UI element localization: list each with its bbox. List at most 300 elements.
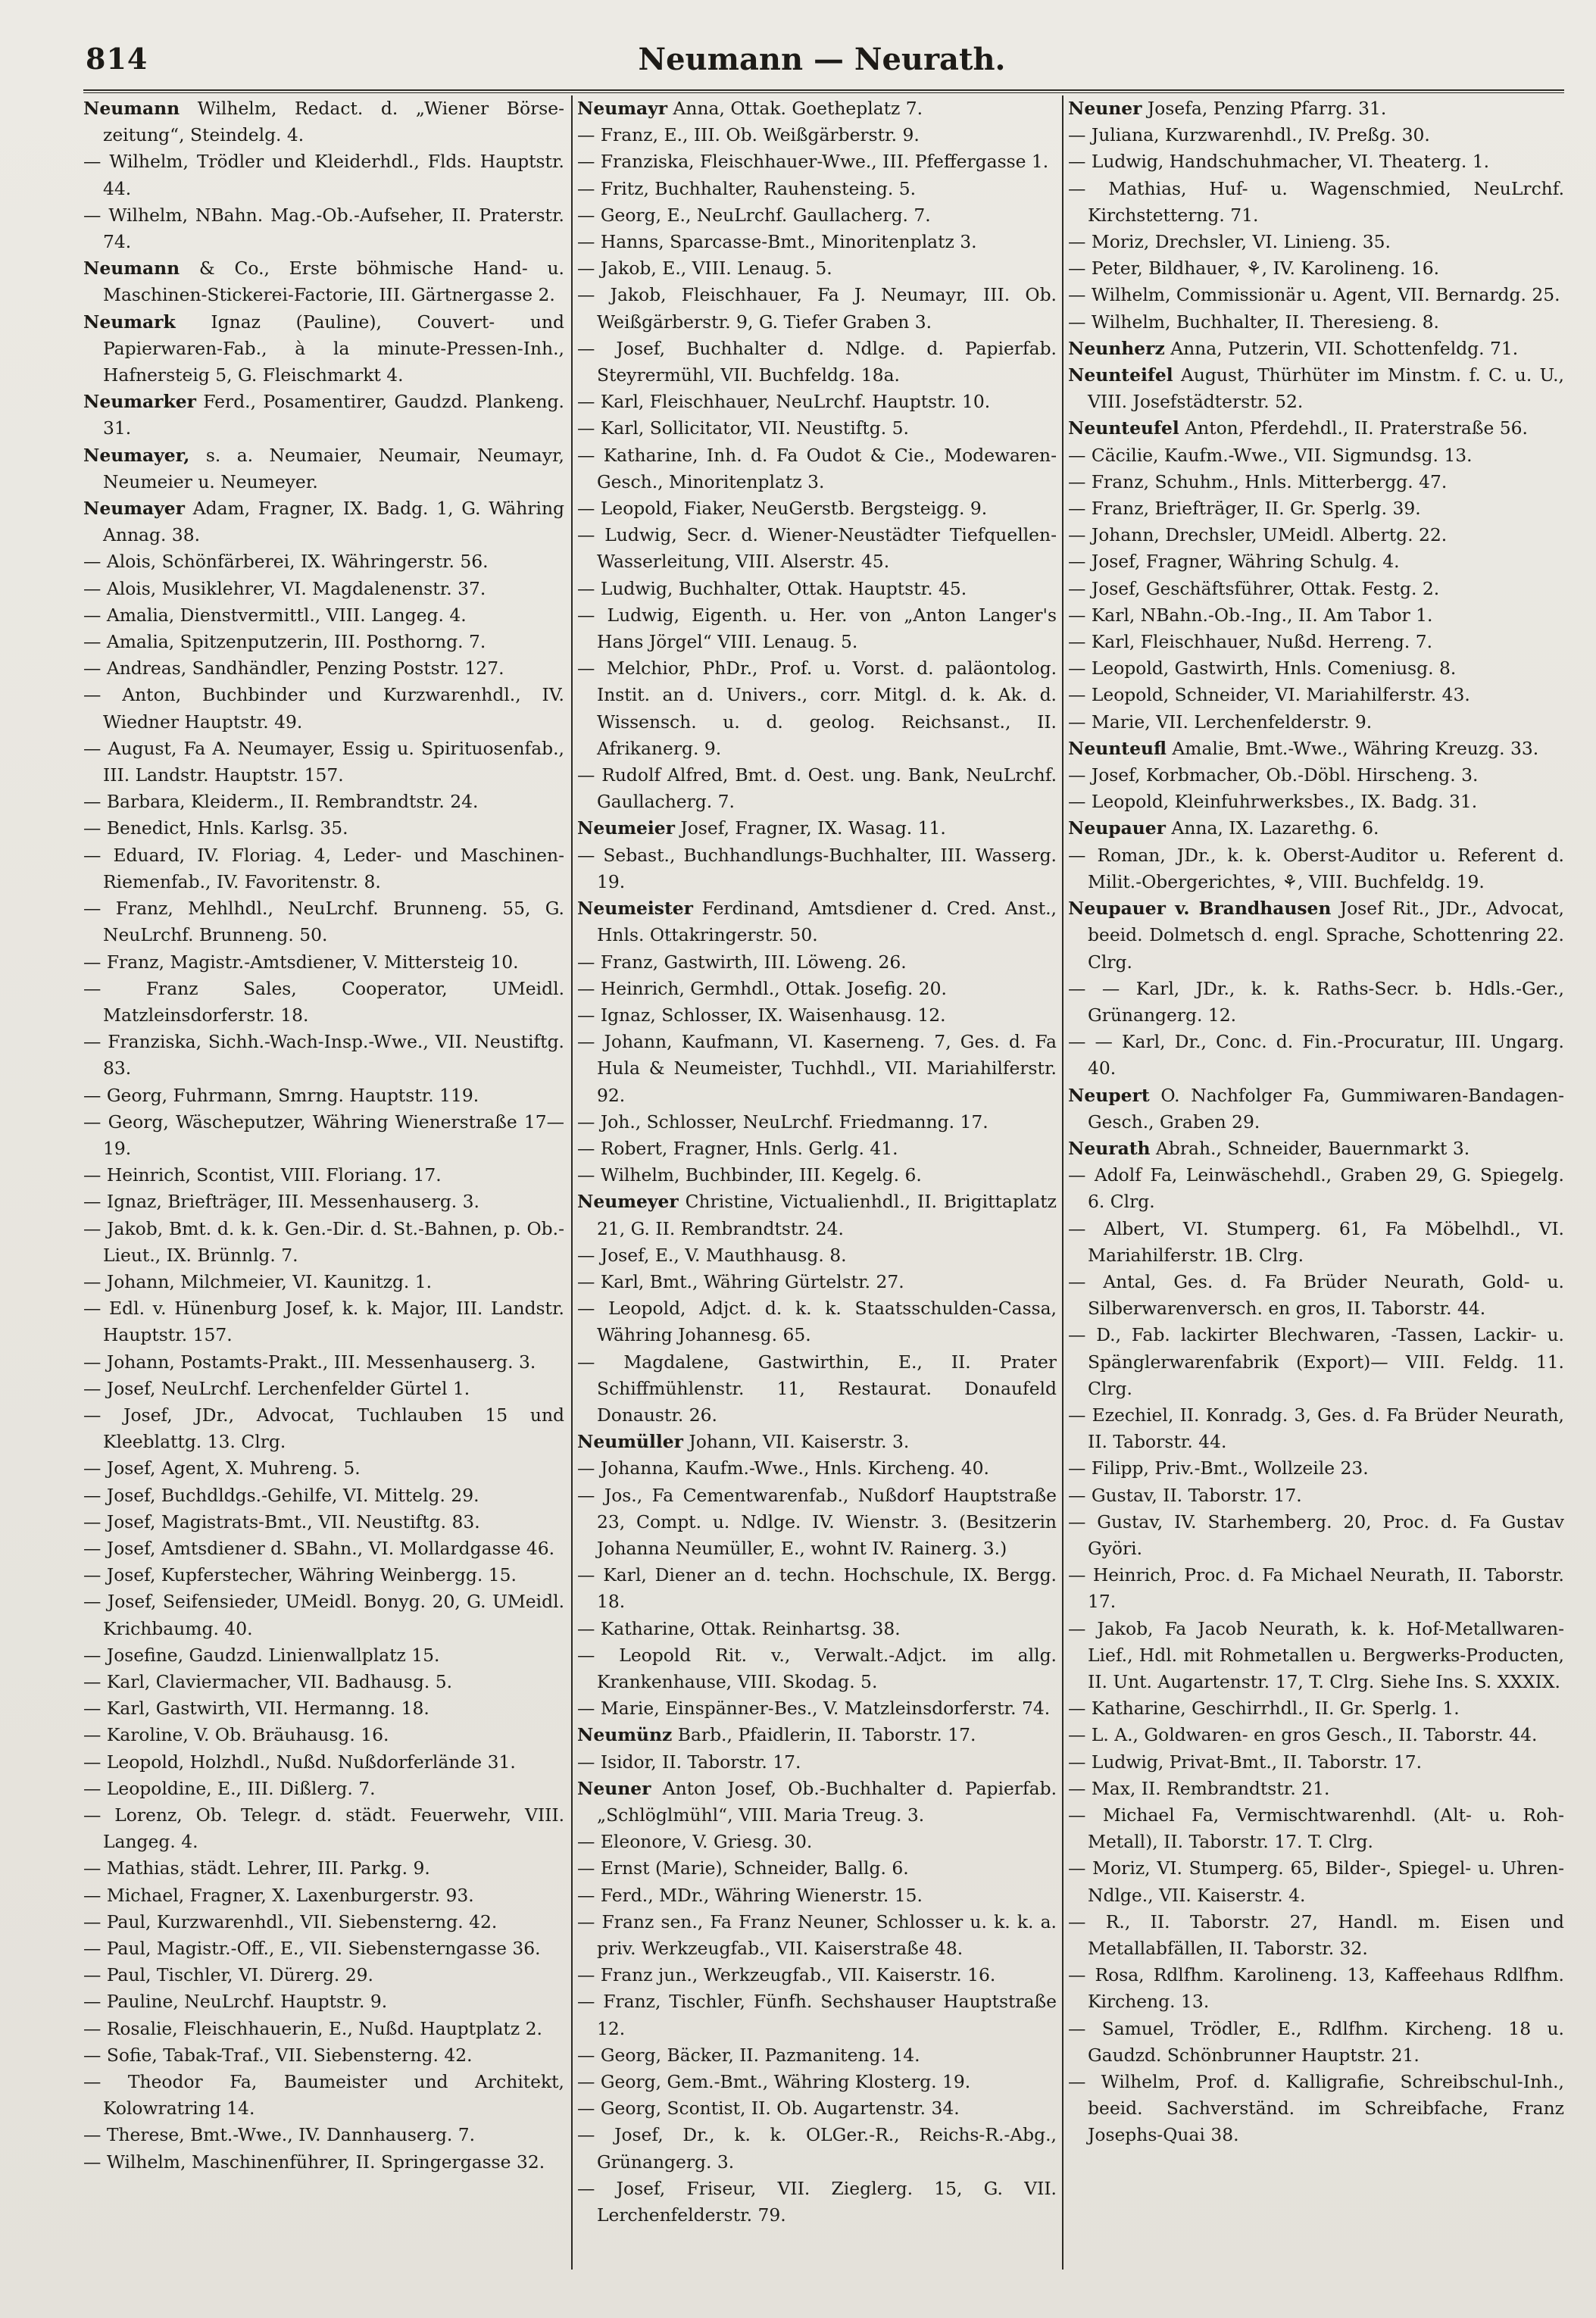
directory-entry (1068, 176, 1564, 229)
entry-text: — Wilhelm, Buchbinder, III. Kegelg. 6. (577, 1164, 922, 1186)
entry-text: — Mathias, Huf- u. Wagenschmied, NeuLrchf. Kirchstetterng. 71. (1068, 177, 1564, 226)
directory-entry (577, 655, 1057, 762)
directory-entry (577, 255, 1057, 282)
entry-text: — Franz, Schuhm., Hnls. Mitterbergg. 47. (1068, 470, 1448, 492)
entry-text: — Marie, VII. Lerchenfelderstr. 9. (1068, 711, 1373, 733)
directory-entry (83, 1455, 564, 1482)
entry-text: — Benedict, Hnls. Karlsg. 35. (83, 817, 348, 839)
directory-entry (577, 1642, 1057, 1695)
entry-text: — Leopold, Gastwirth, Hnls. Comeniusg. 8. (1068, 658, 1457, 679)
entry-text: — Franz sen., Fa Franz Neuner, Schlosser u. k. k. a. priv. Werkzeugfab., VII. Kaiserstraße 48. (577, 1910, 1057, 1960)
entry-text: — Franz, Tischler, Fünfh. Sechshauser Hauptstraße 12. (577, 1991, 1057, 2039)
column-2 (577, 95, 1057, 2270)
directory-entry (577, 1136, 1057, 1162)
directory-entry (1068, 762, 1564, 789)
column-1 (83, 95, 564, 2270)
entry-text: — Heinrich, Scontist, VIII. Floriang. 17. (83, 1164, 442, 1186)
entry-surname: Neumeier (577, 817, 675, 839)
directory-entry (1068, 1269, 1564, 1322)
entry-surname: Neumann (83, 98, 180, 119)
directory-entry (83, 1162, 564, 1189)
entry-text: — Karoline, V. Ob. Bräuhausg. 16. (83, 1724, 389, 1746)
entry-text: — Wilhelm, Commissionär u. Agent, VII. Bernardg. 25. (1068, 284, 1560, 306)
entry-text: — Leopold, Holzhdl., Nußd. Nußdorferlände 31. (83, 1751, 516, 1773)
entry-text: — Amalia, Dienstvermittl., VIII. Langeg. 4. (83, 604, 467, 626)
directory-entry (577, 762, 1057, 815)
entry-text: — Georg, Bäcker, II. Pazmaniteng. 14. (577, 2044, 920, 2066)
entry-surname: Neumeyer (577, 1191, 679, 1213)
directory-entry (1068, 629, 1564, 655)
entry-text: — Sebast., Buchhandlungs-Buchhalter, III. Wasserg. 19. (577, 844, 1057, 892)
entry-text: — Josef, JDr., Advocat, Tuchlauben 15 und Kleeblattg. 13. Clrg. (83, 1404, 564, 1453)
entry-text: — Josef, Buchhalter d. Ndlge. d. Papierfab. Steyrermühl, VII. Buchfeldg. 18a. (577, 337, 1057, 386)
entry-text: Adam, Fragner, IX. Badg. 1, G. Währing Annag. 38. (103, 498, 564, 546)
directory-entry (83, 736, 564, 789)
entry-text: — Karl, Claviermacher, VII. Badhausg. 5. (83, 1670, 453, 1692)
directory-entry (83, 976, 564, 1029)
entry-text: — Katharine, Geschirrhdl., II. Gr. Sperlg. 1. (1068, 1698, 1460, 1720)
directory-entry (83, 1562, 564, 1589)
entry-text: — Josef, Amtsdiener d. SBahn., VI. Mollardgasse 46. (83, 1537, 555, 1559)
entry-text: — Rosa, Rdlfhm. Karolineng. 13, Kaffeehaus Rdlfhm. Kircheng. 13. (1068, 1964, 1564, 2013)
directory-entry (1068, 842, 1564, 895)
entry-text: — Ludwig, Handschuhmacher, VI. Theaterg. 1. (1068, 151, 1490, 173)
entry-surname: Neupert (1068, 1084, 1150, 1106)
entry-text: Ferd., Posamentirer, Gaudzd. Plankeng. 31. (103, 391, 564, 439)
entry-text: — Rudolf Alfred, Bmt. d. Oest. ung. Bank, NeuLrchf. Gaullacherg. 7. (577, 764, 1057, 813)
directory-entry (83, 1935, 564, 1962)
directory-entry (577, 495, 1057, 522)
entry-text: — Rosalie, Fleischhauerin, E., Nußd. Hauptplatz 2. (83, 2017, 542, 2039)
entry-text: — Josef, Friseur, VII. Zieglerg. 15, G. VII. Lerchenfelderstr. 79. (577, 2177, 1057, 2226)
directory-entry (1068, 1482, 1564, 1509)
entry-text: — Jakob, Fleischhauer, Fa J. Neumayr, III. Ob. Weißgärberstr. 9, G. Tiefer Graben 3. (577, 284, 1057, 333)
entry-text: — Karl, Fleischhauer, Nußd. Herreng. 7. (1068, 631, 1433, 653)
entry-text: — Franz Sales, Cooperator, UMeidl. Matzleinsdorferstr. 18. (83, 977, 564, 1026)
entry-surname: Neunherz (1068, 337, 1165, 359)
entry-text: — Georg, E., NeuLrchf. Gaullacherg. 7. (577, 204, 931, 226)
entry-text: — Mathias, städt. Lehrer, III. Parkg. 9. (83, 1857, 430, 1879)
directory-entry (577, 1988, 1057, 2042)
directory-entry (577, 1695, 1057, 1722)
entry-text: Anna, IX. Lazarethg. 6. (1166, 817, 1379, 839)
directory-entry (1068, 522, 1564, 548)
entry-text: — Leopold, Adjct. d. k. k. Staatsschulden-Cassa, Währing Johannesg. 65. (577, 1298, 1057, 1346)
entry-text: — Josef, Geschäftsführer, Ottak. Festg. 2. (1068, 577, 1440, 599)
directory-entry (1068, 1616, 1564, 1696)
directory-entry (83, 442, 564, 495)
column-divider (571, 95, 573, 2270)
directory-entry (1068, 709, 1564, 736)
directory-entry (1068, 576, 1564, 602)
entry-text: — Johann, Drechsler, UMeidl. Albertg. 22. (1068, 524, 1448, 546)
directory-entry (577, 282, 1057, 335)
entry-text: — Fritz, Buchhalter, Rauhensteing. 5. (577, 177, 917, 199)
entry-text: — Josef, E., V. Mauthhausg. 8. (577, 1244, 847, 1266)
directory-entry (577, 1616, 1057, 1642)
entry-text: — Georg, Fuhrmann, Smrng. Hauptstr. 119. (83, 1084, 479, 1106)
entry-surname: Neuner (577, 1777, 651, 1799)
directory-entry (577, 229, 1057, 255)
directory-entry (1068, 655, 1564, 682)
running-title: Neumann — Neurath. (638, 42, 1006, 77)
entry-surname: Neumark (83, 311, 176, 333)
entry-text: — Leopold, Kleinfuhrwerksbes., IX. Badg. 31. (1068, 791, 1478, 813)
entry-text: — Pauline, NeuLrchf. Hauptstr. 9. (83, 1991, 388, 2013)
directory-entry (1068, 1136, 1564, 1162)
entry-text: — Josefine, Gaudzd. Linienwallplatz 15. (83, 1644, 440, 1666)
directory-entry (83, 1909, 564, 1935)
entry-text: — Johann, Postamts-Prakt., III. Messenhauserg. 3. (83, 1351, 536, 1373)
entry-text: — Karl, NBahn.-Ob.-Ing., II. Am Tabor 1. (1068, 604, 1433, 626)
directory-entry (1068, 282, 1564, 308)
entry-text: — Ludwig, Privat-Bmt., II. Taborstr. 17. (1068, 1751, 1423, 1773)
entry-text: — Johann, Kaufmann, VI. Kaserneng. 7, Ges. d. Fa Hula & Neumeister, Tuchhdl., VII. Mariahilferstr. 92. (577, 1031, 1057, 1106)
entry-text: — Heinrich, Proc. d. Fa Michael Neurath, II. Taborstr. 17. (1068, 1564, 1564, 1613)
directory-entry (83, 1269, 564, 1295)
directory-entry (1068, 1455, 1564, 1482)
entry-text: Wilhelm, Redact. d. „Wiener Börse-zeitung“, Steindelg. 4. (103, 98, 564, 146)
directory-entry (83, 95, 564, 148)
entry-text: — L. A., Goldwaren- en gros Gesch., II. Taborstr. 44. (1068, 1724, 1538, 1746)
directory-entry (577, 1882, 1057, 1909)
directory-entry (1068, 1322, 1564, 1402)
entry-text: — Leopold, Fiaker, NeuGerstb. Bergsteigg. 9. (577, 498, 988, 520)
entry-text: — Josef, Fragner, Währing Schulg. 4. (1068, 551, 1400, 573)
entry-text: — Andreas, Sandhändler, Penzing Poststr. 127. (83, 658, 504, 679)
directory-entry (83, 682, 564, 735)
directory-entry (1068, 95, 1564, 122)
entry-text: — Paul, Magistr.-Off., E., VII. Siebensterngasse 36. (83, 1938, 541, 1960)
entry-text: — Sofie, Tabak-Traf., VII. Siebensterng. 42. (83, 2044, 473, 2066)
entry-text: — Josef, Dr., k. k. OLGer.-R., Reichs-R.-Abg., Grünangerg. 3. (577, 2124, 1057, 2173)
directory-entry (1068, 122, 1564, 148)
directory-entry (577, 1002, 1057, 1029)
directory-entry (577, 122, 1057, 148)
directory-entry (577, 2069, 1057, 2095)
entry-text: — Josef, Korbmacher, Ob.-Döbl. Hirscheng. 3. (1068, 764, 1479, 786)
directory-entry (83, 1695, 564, 1722)
directory-entry (577, 1482, 1057, 1563)
entry-text: — Max, II. Rembrandtstr. 21. (1068, 1777, 1330, 1799)
entry-text: Abrah., Schneider, Bauernmarkt 3. (1150, 1137, 1470, 1159)
directory-entry (83, 815, 564, 842)
entry-text: August, Thürhüter im Minstm. f. C. u. U., VIII. Josefstädterstr. 52. (1088, 364, 1564, 413)
directory-entry (1068, 548, 1564, 575)
directory-entry (577, 1189, 1057, 1242)
column-3 (1068, 95, 1564, 2270)
entry-text: — Lorenz, Ob. Telegr. d. städt. Feuerwehr, VIII. Langeg. 4. (83, 1804, 564, 1853)
directory-entry (83, 1776, 564, 1802)
entry-surname: Neumüller (577, 1431, 684, 1453)
entry-text: — Leopold Rit. v., Verwalt.-Adjct. im allg. Krankenhause, VIII. Skodag. 5. (577, 1644, 1057, 1692)
directory-entry (1068, 736, 1564, 762)
directory-entry (1068, 1722, 1564, 1748)
entry-text: — Karl, Gastwirth, VII. Hermanng. 18. (83, 1698, 429, 1720)
directory-entry (1068, 1509, 1564, 1562)
directory-entry (577, 1829, 1057, 1855)
entry-text: — Wilhelm, Maschinenführer, II. Springergasse 32. (83, 2151, 545, 2173)
directory-entry (577, 2122, 1057, 2175)
entry-text: — Wilhelm, NBahn. Mag.-Ob.-Aufseher, II. Praterstr. 74. (83, 204, 564, 253)
directory-entry (1068, 148, 1564, 175)
directory-entry (1068, 336, 1564, 362)
directory-entry (1068, 1162, 1564, 1215)
directory-entry (1068, 1402, 1564, 1455)
directory-entry (577, 949, 1057, 976)
directory-entry (1068, 2016, 1564, 2069)
directory-entry (83, 842, 564, 895)
entry-text: — Michael, Fragner, X. Laxenburgerstr. 93. (83, 1884, 474, 1906)
directory-entry (577, 815, 1057, 842)
entry-text: — Franz, E., III. Ob. Weißgärberstr. 9. (577, 124, 920, 146)
entry-text: Anton Josef, Ob.-Buchhalter d. Papierfab. „Schlöglmühl“, VIII. Maria Treug. 3. (597, 1777, 1057, 1826)
directory-entry (83, 629, 564, 655)
entry-text: — Jakob, Bmt. d. k. k. Gen.-Dir. d. St.-Bahnen, p. Ob.-Lieut., IX. Brünnlg. 7. (83, 1217, 564, 1266)
directory-entry (83, 1509, 564, 1535)
entry-surname: Neunteifel (1068, 364, 1173, 386)
directory-entry (577, 895, 1057, 948)
entry-surname: Neupauer v. Brandhausen (1068, 898, 1332, 920)
directory-entry (83, 1029, 564, 1082)
entry-text: — Moriz, Drechsler, VI. Linieng. 35. (1068, 231, 1391, 253)
entry-text: — Ludwig, Eigenth. u. Her. von „Anton Langer's Hans Jörgel“ VIII. Lenaug. 5. (577, 604, 1057, 653)
directory-entry (1068, 1216, 1564, 1269)
entry-text: — Karl, Diener an d. techn. Hochschule, IX. Bergg. 18. (577, 1564, 1057, 1613)
entry-text: — Franziska, Sichh.-Wach-Insp.-Wwe., VII. Neustiftg. 83. (83, 1031, 564, 1079)
entry-surname: Neunteufel (1068, 417, 1179, 439)
entry-text: — Heinrich, Germhdl., Ottak. Josefig. 20. (577, 977, 947, 999)
directory-entry (577, 842, 1057, 895)
entry-surname: Neupauer (1068, 817, 1166, 839)
directory-entry (83, 2069, 564, 2122)
entry-text: — Katharine, Inh. d. Fa Oudot & Cie., Modewaren-Gesch., Minoritenplatz 3. (577, 444, 1057, 492)
entry-text: — Josef, Magistrats-Bmt., VII. Neustiftg. 83. (83, 1510, 480, 1532)
directory-entry (83, 576, 564, 602)
directory-entry (83, 2016, 564, 2042)
directory-entry (1068, 895, 1564, 976)
directory-entry (83, 1749, 564, 1776)
entry-text: Christine, Victualienhdl., II. Brigittaplatz 21, G. II. Rembrandtstr. 24. (597, 1191, 1057, 1239)
entry-text: — Alois, Schönfärberei, IX. Währingerstr. 56. (83, 551, 489, 573)
entry-text: — Antal, Ges. d. Fa Brüder Neurath, Gold- u. Silberwarenversch. en gros, II. Taborstr. 44. (1068, 1270, 1564, 1320)
entry-text: — Wilhelm, Trödler und Kleiderhdl., Flds. Hauptstr. 44. (83, 151, 564, 199)
directory-entry (1068, 309, 1564, 336)
directory-entry (83, 548, 564, 575)
entry-text: — Peter, Bildhauer, ⚘, IV. Karolineng. 16. (1068, 258, 1440, 280)
directory-entry (577, 1562, 1057, 1615)
entry-text: — Johann, Milchmeier, VI. Kaunitzg. 1. (83, 1270, 433, 1292)
directory-entry (577, 1162, 1057, 1189)
entry-text: — Wilhelm, Prof. d. Kalligrafie, Schreibschul-Inh., beeid. Sachverständ. im Schreibfache, Franz Josephs-Quai 38. (1068, 2071, 1564, 2146)
entry-text: — Michael Fa, Vermischtwarenhdl. (Alt- u. Roh-Metall), II. Taborstr. 17. T. Clrg. (1068, 1804, 1564, 1853)
entry-text: — Roman, JDr., k. k. Oberst-Auditor u. Referent d. Milit.-Obergerichtes, ⚘, VIII. Buchfeldg. 19. (1068, 844, 1564, 892)
entry-text: — Albert, VI. Stumperg. 61, Fa Möbelhdl., VI. Mariahilferstr. 1B. Clrg. (1068, 1217, 1564, 1266)
directory-entry (1068, 976, 1564, 1029)
entry-text: — Juliana, Kurzwarenhdl., IV. Preßg. 30. (1068, 124, 1430, 146)
directory-entry (1068, 815, 1564, 842)
entry-text: — Leopold, Schneider, VI. Mariahilferstr. 43. (1068, 684, 1470, 706)
directory-entry (577, 2042, 1057, 2069)
directory-entry (83, 1082, 564, 1109)
entry-text: — Joh., Schlosser, NeuLrchf. Friedmanng. 17. (577, 1111, 989, 1132)
entry-text: — Franz, Briefträger, II. Gr. Sperlg. 39. (1068, 498, 1421, 520)
directory-entry (1068, 255, 1564, 282)
directory-entry (577, 336, 1057, 389)
entry-surname: Neumeister (577, 898, 693, 920)
entry-text: — Marie, Einspänner-Bes., V. Matzleinsdorferstr. 74. (577, 1698, 1051, 1720)
directory-entry (577, 1109, 1057, 1136)
entry-text: — Jakob, E., VIII. Lenaug. 5. (577, 258, 832, 280)
entry-text: — Ignaz, Schlosser, IX. Waisenhausg. 12. (577, 1004, 946, 1026)
header-rule (83, 89, 1564, 93)
entry-text: — Josef, NeuLrchf. Lerchenfelder Gürtel 1. (83, 1377, 470, 1399)
directory-entry (577, 576, 1057, 602)
directory-entry (83, 389, 564, 442)
entry-text: Amalie, Bmt.-Wwe., Währing Kreuzg. 33. (1166, 737, 1539, 759)
entry-text: Josefa, Penzing Pfarrg. 31. (1142, 98, 1387, 119)
entry-text: — Johanna, Kaufm.-Wwe., Hnls. Kircheng. 40. (577, 1457, 989, 1479)
entry-text: — Karl, Bmt., Währing Gürtelstr. 27. (577, 1270, 904, 1292)
entry-text: — Jos., Fa Cementwarenfab., Nußdorf Hauptstraße 23, Compt. u. Ndlge. IV. Wienstr. 3. (Besitzerin Johanna Neumüller, E., wohnt IV. Rainerg. 3.) (577, 1484, 1057, 1559)
entry-text: — Ezechiel, II. Konradg. 3, Ges. d. Fa Brüder Neurath, II. Taborstr. 44. (1068, 1404, 1564, 1453)
directory-entry (1068, 442, 1564, 469)
entry-text: — Alois, Musiklehrer, VI. Magdalenenstr. 37. (83, 577, 486, 599)
entry-text: — Leopoldine, E., III. Dißlerg. 7. (83, 1777, 376, 1799)
directory-entry (577, 1776, 1057, 1829)
directory-entry (83, 1722, 564, 1748)
entry-text: — Ludwig, Buchhalter, Ottak. Hauptstr. 45. (577, 577, 967, 599)
directory-entry (83, 309, 564, 389)
entry-text: — Franz jun., Werkzeugfab., VII. Kaiserstr. 16. (577, 1964, 996, 1986)
directory-entry (1068, 1909, 1564, 1962)
entry-surname: Neuner (1068, 98, 1142, 119)
directory-entry (577, 1455, 1057, 1482)
directory-entry (1068, 495, 1564, 522)
directory-entry (1068, 682, 1564, 708)
directory-entry (83, 2042, 564, 2069)
entry-text: — Ferd., MDr., Währing Wienerstr. 15. (577, 1884, 923, 1906)
entry-surname: Neurath (1068, 1137, 1151, 1159)
entry-surname: Neunteufl (1068, 737, 1167, 759)
columns (83, 95, 1564, 2270)
entry-text: — Eduard, IV. Floriag. 4, Leder- und Maschinen-Riemenfab., IV. Favoritenstr. 8. (83, 844, 564, 892)
directory-entry (1068, 1962, 1564, 2015)
entry-text: — R., II. Taborstr. 27, Handl. m. Eisen und Metallabfällen, II. Taborstr. 32. (1068, 1910, 1564, 1960)
directory-entry (83, 949, 564, 976)
entry-text: — Theodor Fa, Baumeister und Architekt, Kolowratring 14. (83, 2071, 564, 2120)
directory-entry (83, 1402, 564, 1455)
entry-text: — Karl, Fleischhauer, NeuLrchf. Hauptstr. 10. (577, 391, 991, 413)
directory-entry (1068, 1776, 1564, 1802)
directory-entry (1068, 789, 1564, 815)
directory-entry (83, 1642, 564, 1669)
directory-entry (1068, 469, 1564, 495)
entry-text: Anna, Putzerin, VII. Schottenfeldg. 71. (1164, 337, 1519, 359)
entry-text: — Gustav, II. Taborstr. 17. (1068, 1484, 1302, 1506)
directory-entry (577, 148, 1057, 175)
directory-entry (1068, 1029, 1564, 1082)
entry-surname: Neumayer, (83, 444, 190, 466)
directory-entry (577, 1295, 1057, 1348)
directory-entry (1068, 1082, 1564, 1136)
entry-text: Johann, VII. Kaiserstr. 3. (683, 1431, 910, 1453)
entry-text: Anton, Pferdehdl., II. Praterstraße 56. (1179, 417, 1528, 439)
directory-entry (577, 1242, 1057, 1269)
entry-text: — Melchior, PhDr., Prof. u. Vorst. d. paläontolog. Instit. an d. Univers., corr. Mitgl. d. k. Ak. d. Wissensch. u. d. geolog. Reichsanst., II. Afrikanerg. 9. (577, 658, 1057, 759)
entry-text: — Samuel, Trödler, E., Rdlfhm. Kircheng. 18 u. Gaudzd. Schönbrunner Hauptstr. 21. (1068, 2017, 1564, 2066)
entry-text: — Magdalene, Gastwirthin, E., II. Prater Schiffmühlenstr. 11, Restaurat. Donaufeld Donaustr. 26. (577, 1351, 1057, 1426)
directory-entry (1068, 229, 1564, 255)
directory-entry (577, 1962, 1057, 1988)
entry-text: — Anton, Buchbinder und Kurzwarenhdl., IV. Wiedner Hauptstr. 49. (83, 684, 564, 733)
entry-text: — Therese, Bmt.-Wwe., IV. Dannhauserg. 7. (83, 2124, 476, 2146)
directory-entry (577, 415, 1057, 442)
page-header (80, 42, 1564, 87)
directory-entry (83, 1802, 564, 1855)
directory-entry (577, 2095, 1057, 2122)
directory-entry (83, 1216, 564, 1269)
entry-text: — Gustav, IV. Starhemberg. 20, Proc. d. Fa Gustav Györi. (1068, 1510, 1564, 1559)
directory-entry (83, 148, 564, 201)
directory-entry (577, 389, 1057, 415)
page-number: 814 (86, 42, 148, 76)
directory-entry (1068, 362, 1564, 415)
entry-text: — Franz, Magistr.-Amtsdiener, V. Mittersteig 10. (83, 951, 519, 973)
entry-text: — Ludwig, Secr. d. Wiener-Neustädter Tiefquellen-Wasserleitung, VIII. Alserstr. 45. (577, 524, 1057, 573)
directory-entry (577, 1429, 1057, 1455)
directory-entry (577, 176, 1057, 202)
entry-text: — Edl. v. Hünenburg Josef, k. k. Major, III. Landstr. Hauptstr. 157. (83, 1298, 564, 1346)
entry-text: — Josef, Buchdldgs.-Gehilfe, VI. Mittelg. 29. (83, 1484, 479, 1506)
directory-entry (1068, 1749, 1564, 1776)
entry-text: Ignaz (Pauline), Couvert- und Papierwaren-Fab., à la minute-Pressen-Inh., Hafnersteig 5, G. Fleischmarkt 4. (103, 311, 564, 386)
entry-text: — Katharine, Ottak. Reinhartsg. 38. (577, 1617, 901, 1639)
entry-text: — Josef, Seifensieder, UMeidl. Bonyg. 20, G. UMeidl. Krichbaumg. 40. (83, 1591, 564, 1639)
directory-entry (1068, 1695, 1564, 1722)
entry-text: — Isidor, II. Taborstr. 17. (577, 1751, 801, 1773)
directory-entry (83, 789, 564, 815)
entry-text: — Adolf Fa, Leinwäschehdl., Graben 29, G. Spiegelg. 6. Clrg. (1068, 1164, 1564, 1213)
directory-entry (1068, 415, 1564, 442)
entry-text: — Moriz, VI. Stumperg. 65, Bilder-, Spiegel- u. Uhren-Ndlge., VII. Kaiserstr. 4. (1068, 1857, 1564, 1906)
entry-text: — Josef, Kupferstecher, Währing Weinbergg. 15. (83, 1564, 517, 1586)
directory-entry (1068, 602, 1564, 629)
entry-text: — Cäcilie, Kaufm.-Wwe., VII. Sigmundsg. 13. (1068, 444, 1473, 466)
entry-text: — Franz, Mehlhdl., NeuLrchf. Brunneng. 55, G. NeuLrchf. Brunneng. 50. (83, 898, 564, 946)
entry-surname: Neumann (83, 258, 180, 280)
directory-entry (577, 602, 1057, 655)
entry-text: — Hanns, Sparcasse-Bmt., Minoritenplatz 3. (577, 231, 977, 253)
entry-text: — Karl, Sollicitator, VII. Neustiftg. 5. (577, 417, 909, 439)
directory-entry (83, 1295, 564, 1348)
entry-text: — Josef, Agent, X. Muhreng. 5. (83, 1457, 361, 1479)
entry-text: Josef Rit., JDr., Advocat, beeid. Dolmetsch d. engl. Sprache, Schottenring 22. Clrg. (1088, 898, 1564, 973)
directory-entry (83, 1109, 564, 1162)
entry-text: Ferdinand, Amtsdiener d. Cred. Anst., Hnls. Ottakringerstr. 50. (597, 898, 1057, 946)
entry-text: — Ernst (Marie), Schneider, Ballg. 6. (577, 1857, 909, 1879)
directory-entry (83, 1589, 564, 1642)
entry-text: — Ignaz, Briefträger, III. Messenhauserg. 3. (83, 1191, 479, 1213)
entry-text: & Co., Erste böhmische Hand- u. Maschinen-Stickerei-Factorie, III. Gärtnergasse 2. (103, 258, 564, 306)
directory-entry (1068, 2069, 1564, 2149)
entry-text: — Eleonore, V. Griesg. 30. (577, 1831, 813, 1853)
directory-entry (83, 1535, 564, 1562)
directory-entry (83, 1376, 564, 1402)
directory-entry (83, 1882, 564, 1909)
directory-entry (577, 2176, 1057, 2229)
directory-entry (577, 95, 1057, 122)
